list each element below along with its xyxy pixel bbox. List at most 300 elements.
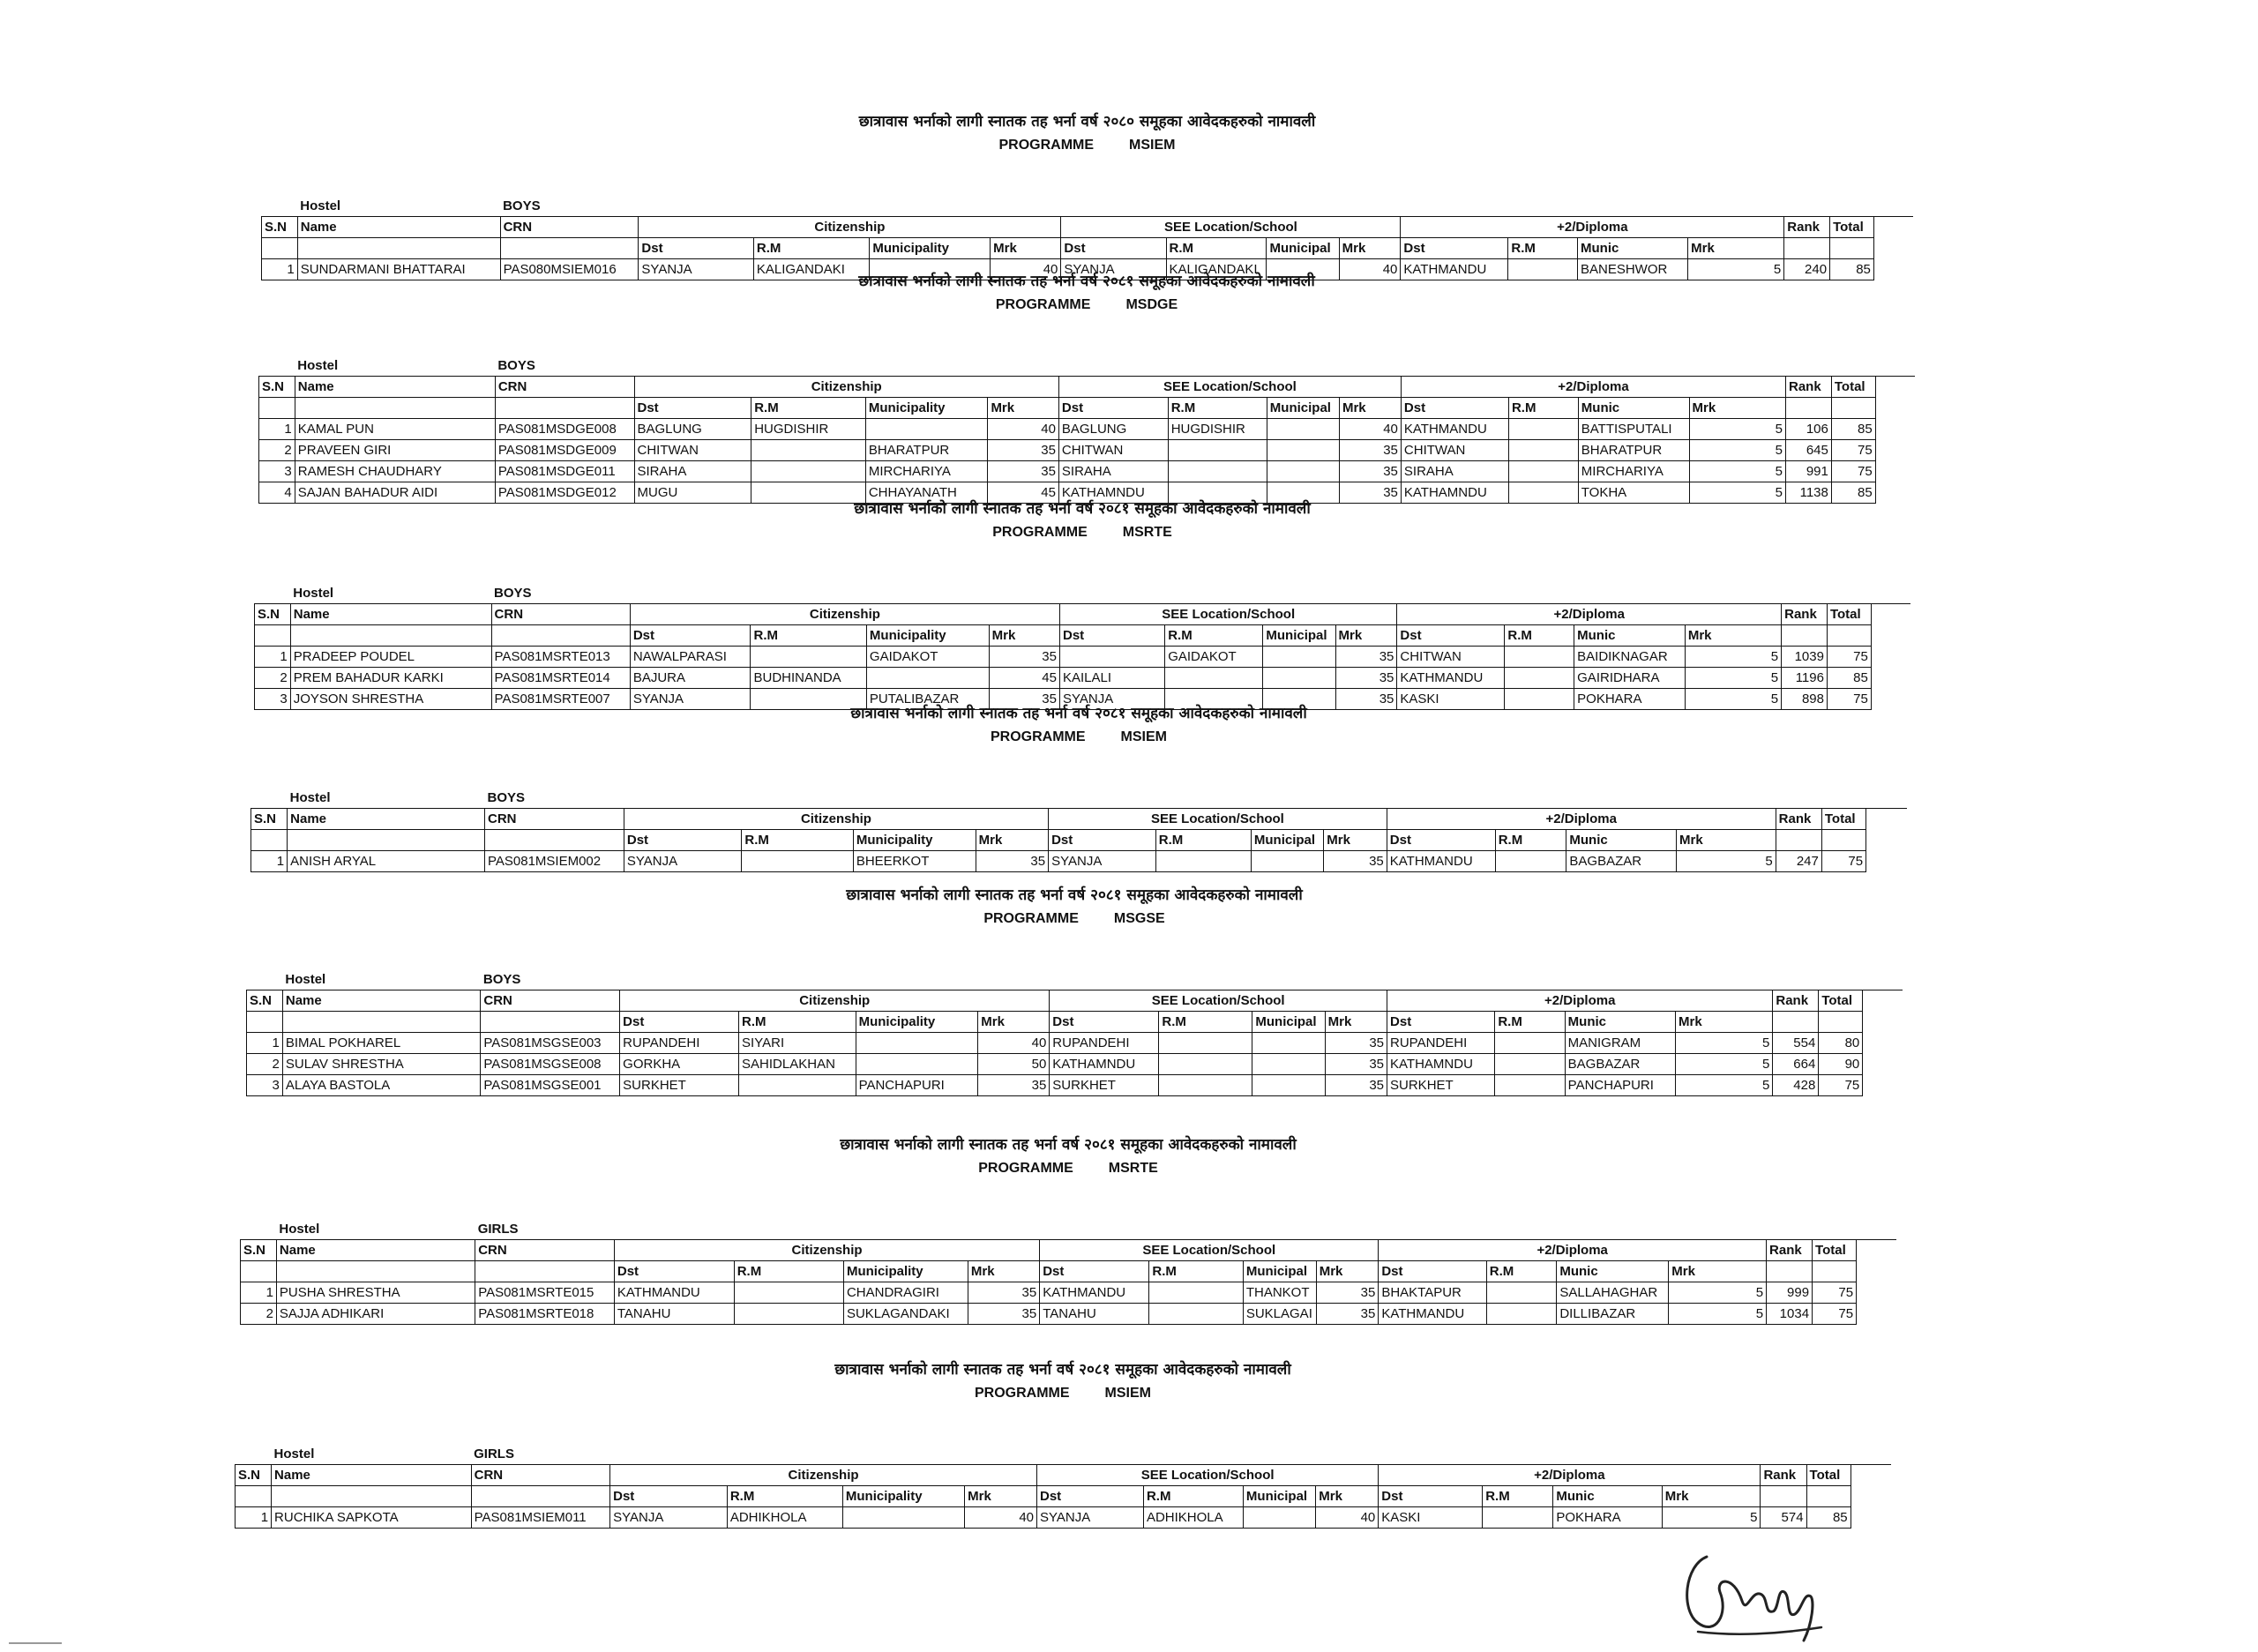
crn-cell: PAS081MSRTE013 [491,647,630,668]
see-rm-cell [1168,440,1267,461]
blank-cell [1040,1219,1149,1240]
diploma-district-cell: KASKI [1397,689,1505,710]
see-municipality-cell [1263,647,1335,668]
see-district-cell: SYANJA [1037,1507,1144,1529]
mrk-header: Mrk [988,398,1058,419]
header-row [255,604,1911,625]
diploma-header: +2/Diploma [1379,1240,1767,1261]
total-cell: 75 [1827,689,1871,710]
name-header: Name [272,1465,472,1486]
section-title: छात्रावास भर्नाको लागी स्नातक तह भर्ना वर्ष २०८१ समूहका आवेदकहरुको नामावली [858,273,1315,290]
citizenship-marks-cell: 35 [978,1075,1050,1096]
crn-cell: PAS081MSRTE018 [475,1304,615,1325]
programme-code: MSIEM [1104,1386,1151,1401]
name-cell: ALAYA BASTOLA [282,1075,481,1096]
see-marks-cell: 40 [1316,1507,1379,1529]
sn-header: S.N [241,1240,277,1261]
hostel-label: Hostel [288,788,485,809]
sn-header: S.N [259,377,295,398]
diploma-marks-cell: 5 [1677,851,1776,872]
citizenship-marks-cell: 50 [978,1054,1050,1075]
citizenship-marks-cell: 35 [976,851,1048,872]
see-header: SEE Location/School [1059,604,1396,625]
blank-cell [262,196,298,217]
table-row [247,1075,1903,1096]
municipality-header: Municipality [843,1261,968,1282]
rm-header: R.M [734,1261,843,1282]
section-title: छात्रावास भर्नाको लागी स्नातक तह भर्ना वर्ष २०८० समूहका आवेदकहरुको नामावली [858,113,1316,131]
see-rm-cell [1159,1075,1252,1096]
dst-header: Dst [630,625,751,647]
see-municipality-cell [1252,1033,1325,1054]
blank-cell [1557,1219,1669,1240]
hostel-label: Hostel [290,583,491,604]
crn-header: CRN [471,1465,610,1486]
blank-cell [495,398,634,419]
sn-cell: 1 [247,1033,283,1054]
blank-cell [1566,788,1677,809]
dst-header: Dst [1040,1261,1149,1282]
applicant-table [240,1219,1896,1325]
rank-cell: 991 [1786,461,1832,482]
citizenship-header: Citizenship [624,809,1048,830]
rank-cell: 1034 [1767,1304,1813,1325]
diploma-rm-cell [1495,1075,1565,1096]
mrk-header: Mrk [965,1486,1037,1507]
applicant-table [250,788,1907,872]
citizenship-rm-cell [734,1304,843,1325]
sn-header: S.N [236,1465,272,1486]
programme-label: PROGRAMME [974,1386,1070,1401]
rank-cell: 645 [1786,440,1832,461]
blank-cell [251,788,288,809]
blank-cell [1767,1219,1813,1240]
rank-cell: 1138 [1786,482,1832,504]
see-marks-cell: 40 [1339,419,1401,440]
blank-cell [272,1486,472,1507]
subheader-row [259,398,1916,419]
hostel-label: Hostel [276,1219,475,1240]
total-cell: 85 [1830,259,1874,280]
section-title: छात्रावास भर्नाको लागी स्नातक तह भर्ना वर्ष २०८१ समूहका आवेदकहरुको नामावली [834,1361,1291,1379]
blank-cell [988,355,1058,377]
blank-cell [1676,969,1773,990]
see-marks-cell: 35 [1325,1075,1387,1096]
blank-cell [1813,1219,1857,1240]
blank-cell [1685,583,1781,604]
citizenship-district-cell: SYANJA [624,851,742,872]
blank-cell [491,625,630,647]
citizenship-rm-cell: BUDHINANDA [751,668,866,689]
total-cell: 75 [1819,1075,1863,1096]
blank-cell [1830,196,1874,217]
blank-cell [870,196,991,217]
citizenship-marks-cell: 40 [991,259,1061,280]
blank-cell [1387,969,1495,990]
rank-cell: 1196 [1782,668,1828,689]
total-cell: 75 [1813,1304,1857,1325]
table-row [241,1304,1897,1325]
sn-header: S.N [255,604,291,625]
citizenship-municipality-cell: BHARATPUR [865,440,988,461]
diploma-marks-cell: 5 [1689,482,1785,504]
rank-header: Rank [1767,1240,1813,1261]
rm-header: R.M [1495,1012,1565,1033]
munic-header: Munic [1565,1012,1675,1033]
rm-header: R.M [1165,625,1263,647]
blank-cell [1574,583,1686,604]
see-district-cell: KATHAMNDU [1050,1054,1159,1075]
diploma-district-cell: KATHAMNDU [1401,482,1508,504]
citizenship-municipality-cell: CHHAYANATH [865,482,988,504]
hostel-row [236,1444,1892,1465]
programme-line [246,911,1903,927]
citizenship-marks-cell: 35 [988,440,1058,461]
hostel-label: Hostel [272,1444,472,1465]
rm-header: R.M [1486,1261,1557,1282]
citizenship-marks-cell: 35 [988,461,1058,482]
total-header: Total [1827,604,1871,625]
total-header: Total [1821,809,1865,830]
rank-header: Rank [1776,809,1821,830]
citizenship-rm-cell [739,1075,856,1096]
blank-cell [842,1444,964,1465]
programme-line [250,729,1907,745]
see-rm-cell [1149,1304,1243,1325]
blank-cell [1483,1444,1553,1465]
rank-cell: 428 [1773,1075,1819,1096]
blank-cell [259,355,295,377]
diploma-rm-cell [1483,1507,1553,1529]
municipality-header: Municipality [866,625,989,647]
blank-cell [1761,1444,1806,1465]
hostel-list-section [235,1361,1891,1529]
see-rm-cell [1165,668,1263,689]
municipal-header: Municipal [1267,398,1339,419]
blank-cell [1827,583,1871,604]
blank-cell [1324,788,1387,809]
blank-cell [1316,1219,1379,1240]
rm-header: R.M [1168,398,1267,419]
blank-cell [484,830,624,851]
hostel-type: BOYS [491,583,630,604]
diploma-district-cell: CHITWAN [1397,647,1505,668]
citizenship-rm-cell [734,1282,843,1304]
programme-line [235,1386,1891,1402]
crn-cell: PAS081MSRTE007 [491,689,630,710]
dst-header: Dst [634,398,751,419]
diploma-municipality-cell: SALLAHAGHAR [1557,1282,1669,1304]
name-cell: SULAV SHRESTHA [282,1054,481,1075]
sn-cell: 1 [259,419,295,440]
citizenship-marks-cell: 35 [968,1282,1039,1304]
dst-header: Dst [1387,830,1495,851]
programme-label: PROGRAMME [983,911,1079,926]
citizenship-district-cell: MUGU [634,482,751,504]
citizenship-rm-cell [751,440,866,461]
hostel-row [247,969,1903,990]
table-row [259,440,1916,461]
mrk-header: Mrk [978,1012,1050,1033]
diploma-district-cell: CHITWAN [1401,440,1508,461]
hostel-type: BOYS [481,969,620,990]
blank-cell [1401,355,1508,377]
citizenship-district-cell: SYANJA [630,689,751,710]
table-row [255,668,1911,689]
blank-cell [1784,196,1830,217]
hostel-type: BOYS [500,196,639,217]
sn-cell: 1 [251,851,288,872]
rm-header: R.M [1483,1486,1553,1507]
applicant-table [235,1444,1891,1529]
citizenship-marks-cell: 40 [978,1033,1050,1054]
citizenship-district-cell: SURKHET [620,1075,739,1096]
see-district-cell: SURKHET [1050,1075,1159,1096]
name-cell: SAJAN BAHADUR AIDI [295,482,495,504]
name-header: Name [290,604,491,625]
see-district-cell: BAGLUNG [1058,419,1168,440]
blank-cell [727,1444,842,1465]
blank-cell [1553,1444,1662,1465]
rank-cell: 247 [1776,851,1821,872]
name-header: Name [295,377,495,398]
blank-cell [865,355,988,377]
crn-cell: PAS081MSGSE001 [481,1075,620,1096]
blank-cell [620,969,739,990]
mrk-header: Mrk [1689,398,1785,419]
citizenship-municipality-cell: BHEERKOT [853,851,976,872]
blank-cell [290,625,491,647]
crn-cell: PAS081MSIEM011 [471,1507,610,1529]
blank-cell [1339,196,1401,217]
total-cell: 75 [1831,440,1875,461]
citizenship-rm-cell [751,647,866,668]
blank-cell [624,788,742,809]
blank-cell [259,398,295,419]
rm-header: R.M [1159,1012,1252,1033]
diploma-municipality-cell: GAIRIDHARA [1574,668,1686,689]
dst-header: Dst [1379,1261,1486,1282]
subheader-row [236,1486,1892,1507]
citizenship-marks-cell: 35 [989,647,1059,668]
diploma-municipality-cell: BAGBAZAR [1565,1054,1675,1075]
blank-cell [1773,1012,1819,1033]
dst-header: Dst [1401,398,1508,419]
see-district-cell: SYANJA [1061,259,1166,280]
citizenship-rm-cell: SAHIDLAKHAN [739,1054,856,1075]
municipal-header: Municipal [1243,1486,1315,1507]
see-marks-cell: 35 [1335,668,1397,689]
crn-cell: PAS081MSIEM002 [484,851,624,872]
subheader-row [251,830,1908,851]
diploma-district-cell: KATHMANDU [1401,419,1508,440]
blank-cell [1059,583,1164,604]
mrk-header: Mrk [989,625,1059,647]
total-cell: 75 [1821,851,1865,872]
diploma-marks-cell: 5 [1676,1033,1773,1054]
hostel-row [262,196,1914,217]
see-marks-cell: 35 [1324,851,1387,872]
see-header: SEE Location/School [1049,809,1387,830]
sn-header: S.N [247,990,283,1012]
crn-cell: PAS081MSDGE008 [495,419,634,440]
blank-cell [471,1486,610,1507]
blank-cell [1821,788,1865,809]
sn-header: S.N [251,809,288,830]
mrk-header: Mrk [1685,625,1781,647]
sn-cell: 3 [259,461,295,482]
crn-cell: PAS081MSDGE009 [495,440,634,461]
programme-line [261,138,1913,153]
blank-cell [1061,196,1166,217]
hostel-row [259,355,1916,377]
mrk-header: Mrk [1339,398,1401,419]
see-rm-cell: ADHIKHOLA [1143,1507,1243,1529]
diploma-marks-cell: 5 [1689,419,1785,440]
blank-cell [1767,1261,1813,1282]
total-header: Total [1830,217,1874,238]
citizenship-municipality-cell [856,1054,978,1075]
see-district-cell [1059,647,1164,668]
diploma-district-cell: SIRAHA [1401,461,1508,482]
blank-cell [739,969,856,990]
applicant-table [246,969,1903,1096]
blank-cell [1873,196,1913,217]
table-row [255,647,1911,668]
rank-cell: 664 [1773,1054,1819,1075]
diploma-rm-cell [1495,851,1566,872]
blank-cell [1578,355,1689,377]
subheader-row [247,1012,1903,1033]
blank-cell [1387,788,1495,809]
dst-header: Dst [1059,625,1164,647]
diploma-rm-cell [1508,461,1578,482]
programme-code: MSDGE [1125,297,1178,312]
see-rm-cell [1149,1282,1243,1304]
blank-cell [1263,583,1335,604]
rm-header: R.M [1149,1261,1243,1282]
blank-cell [1379,1219,1486,1240]
rank-header: Rank [1782,604,1828,625]
programme-line [258,297,1915,313]
hostel-label: Hostel [297,196,500,217]
programme-label: PROGRAMME [995,297,1091,312]
blank-cell [1871,583,1910,604]
citizenship-rm-cell: HUGDISHIR [751,419,866,440]
hostel-type: BOYS [495,355,634,377]
citizenship-header: Citizenship [620,990,1050,1012]
blank-cell [965,1444,1037,1465]
blank-cell [236,1486,272,1507]
citizenship-header: Citizenship [634,377,1058,398]
citizenship-municipality-cell [856,1033,978,1054]
citizenship-municipality-cell: PANCHAPURI [856,1075,978,1096]
blank-cell [1578,196,1688,217]
blank-cell [1155,788,1251,809]
total-cell: 85 [1831,482,1875,504]
rank-cell: 898 [1782,689,1828,710]
diploma-marks-cell: 5 [1689,440,1785,461]
mrk-header: Mrk [1688,238,1784,259]
programme-label: PROGRAMME [990,729,1086,744]
blank-cell [1851,1444,1891,1465]
blank-cell [1662,1444,1761,1465]
citizenship-header: Citizenship [610,1465,1037,1486]
citizenship-marks-cell: 35 [968,1304,1039,1325]
blank-cell [1508,196,1578,217]
rm-header: R.M [1505,625,1574,647]
see-municipality-cell [1263,668,1335,689]
total-cell: 85 [1827,668,1871,689]
diploma-district-cell: KASKI [1379,1507,1483,1529]
sn-header: S.N [262,217,298,238]
blank-cell [1831,398,1875,419]
dst-header: Dst [624,830,742,851]
blank-cell [614,1219,734,1240]
dst-header: Dst [614,1261,734,1282]
diploma-marks-cell: 5 [1685,689,1781,710]
diploma-marks-cell: 5 [1669,1282,1767,1304]
blank-cell [1827,625,1871,647]
municipality-header: Municipality [865,398,988,419]
municipality-header: Municipality [853,830,976,851]
see-marks-cell: 35 [1325,1033,1387,1054]
blank-cell [1168,355,1267,377]
blank-cell [1486,1219,1557,1240]
diploma-rm-cell [1486,1282,1557,1304]
name-cell: PRADEEP POUDEL [290,647,491,668]
blank-cell [1773,969,1819,990]
citizenship-district-cell: GORKHA [620,1054,739,1075]
blank-cell [1677,788,1776,809]
diploma-marks-cell: 5 [1662,1507,1761,1529]
diploma-municipality-cell: POKHARA [1574,689,1686,710]
see-district-cell: KATHMANDU [1040,1282,1149,1304]
diploma-municipality-cell: BAIDIKNAGAR [1574,647,1686,668]
blank-cell [1688,196,1784,217]
crn-cell: PAS081MSRTE015 [475,1282,615,1304]
mrk-header: Mrk [1316,1261,1379,1282]
mrk-header: Mrk [1335,625,1397,647]
sn-cell: 1 [241,1282,277,1304]
dst-header: Dst [1401,238,1508,259]
see-marks-cell: 35 [1335,647,1397,668]
applicant-table [261,196,1913,280]
header-row [259,377,1916,398]
mrk-header: Mrk [1325,1012,1387,1033]
name-header: Name [276,1240,475,1261]
blank-cell [1831,355,1875,377]
blank-cell [1819,1012,1863,1033]
blank-cell [1267,355,1339,377]
hostel-label: Hostel [282,969,481,990]
scan-mark [9,1642,62,1644]
blank-cell [288,830,485,851]
diploma-district-cell: RUPANDEHI [1387,1033,1495,1054]
table-row [247,1054,1903,1075]
total-cell: 75 [1831,461,1875,482]
blank-cell [236,1444,272,1465]
table-row [236,1507,1892,1529]
citizenship-municipality-cell: SUKLAGANDAKI [843,1304,968,1325]
see-rm-cell [1159,1033,1252,1054]
sn-cell: 3 [255,689,291,710]
crn-cell: PAS080MSIEM016 [500,259,639,280]
diploma-district-cell: KATHMANDU [1397,668,1505,689]
name-cell: RAMESH CHAUDHARY [295,461,495,482]
see-district-cell: KATHAMNDU [1058,482,1168,504]
municipality-header: Municipality [870,238,991,259]
